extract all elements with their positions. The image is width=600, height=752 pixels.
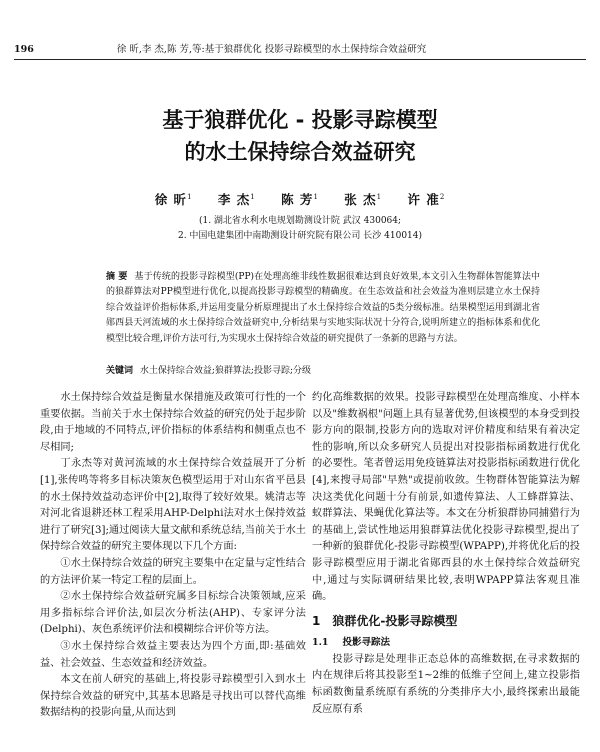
paper-title [60,104,540,168]
paragraph: 水土保持综合效益是衡量水保措施及政策可行性的一个重要依据。当前关于水土保持综合效益的研究仍处于起步阶段,由于地域的不同特点,评价指标的体系结构和侧重点也不尽相同; [40,392,306,453]
section-title: 狼群优化-投影寻踪模型 [332,613,458,628]
author: 张 杰$^1$ [344,192,383,207]
subsection-number: 1.1 [312,636,329,648]
paragraph: 丁永杰等对黄河流域的水土保持综合效益展开了分析[1],张传鸣等将多目标决策灰色模型运用于对山东省平邑县的水土保持效益动态评价中[2],取得了较好效果。姚清志等对河北省退耕还林工程采用AHP-Delphi法对水土保持效益进行了研究[3];通过阅读大量文献和系统总结,当前关于水土保持综合效益的研究主要体现以下几个方面: [40,458,306,553]
subsection-title: 投影寻踪法 [342,636,391,648]
abstract-label: 摘 要 [106,272,128,282]
author: 许 准$^2$ [407,192,446,207]
keywords [106,364,540,379]
author: 陈 芳$^1$ [281,192,319,207]
page-number: 196 [14,44,34,55]
section-heading [312,610,580,632]
paragraph: 投影寻踪是处理非正态总体的高维数据,在寻求数据的内在规律后将其投影至1~2维的低维子空间上,建立投影指标函数衡量系统原有系统的分类排序大小,最终探索出最能反应原有系 [312,653,580,715]
abstract [106,270,540,347]
title-line-2: 的水土保持综合效益研究 [184,140,416,164]
paragraph: ①水土保持综合效益的研究主要集中在定量与定性结合的方法评价某一特定工程的层面上。 [40,557,306,586]
header-rule [14,59,586,60]
keywords-text: 水土保持综合效益;狼群算法;投影寻踪;分级 [139,366,311,376]
author: 李 杰$^1$ [217,192,256,207]
affiliations [60,214,540,244]
subsection-heading [312,634,580,652]
affiliation-1: (1. 湖北省水利水电规划勘测设计院 武汉 430064; [198,216,402,226]
section-number: 1 [312,613,321,628]
running-title: 徐 昕,李 杰,陈 芳,等:基于狼群优化 投影寻踪模型的水土保持综合效益研究 [116,44,427,55]
paragraph: 约化高维数据的效果。投影寻踪模型在处理高维度、小样本以及"维数祸根"问题上具有显著优势,但该模型的本身受到投影方向的限制,投影方向的选取对评价精度和结果有着决定性的影响,所以众多研究人员提出对投影指标函数进行优化的必要性。笔者曾运用免疫链算法对投影指标函数进行优化[4],来搜寻局部"早熟"或提前收敛。生物群体智能算法为解决这类优化问题十分有前景,如遗传算法、人工蜂群算法、蚁群算法、果蝇优化算法等。本文在分析狼群协同捕猎行为的基础上,尝试性地运用狼群算法优化投影寻踪模型,提出了一种新的狼群优化-投影寻踪模型(WPAPP),并将优化后的投影寻踪模型应用于湖北省郧西县的水土保持综合效益研究中,通过与实际调研结果比较,表明WPAPP算法客观且准确。 [312,392,580,603]
abstract-text: 基于传统的投影寻踪模型(PP)在处理高维非线性数据很难达到良好效果,本文引入生物群体智能算法中的狼群算法对PP模型进行优化,以提高投影寻踪模型的精确度。在生态效益和社会效益为准则层建立水土保持综合效益评价指标体系,并运用变量分析原理提出了水土保持综合效益的5类分级标准。结果模型运用到湖北省郧西县天河流域的水土保持综合效益研究中,分析结果与实地实际状况十分符合,说明所建立的指标体系和优化模型比较合理,评价方法可行,为实现水土保持综合效益的研究提供了一条新的思路与方法。 [106,272,540,344]
affiliation-2: 2. 中国电建集团中南勘测设计研究院有限公司 长沙 410014) [177,231,423,241]
paragraph: ③水土保持综合效益主要表达为四个方面,即:基础效益、社会效益、生态效益和经济效益。 [40,640,306,669]
author-list [60,190,540,208]
left-column [40,390,306,752]
paragraph: ②水土保持综合效益研究属多目标综合决策领域,应采用多指标综合评价法,如层次分析法(AHP)、专家评分法(Delphi)、灰色系统评价法和模糊综合评价等方法。 [40,591,306,636]
running-header [14,42,586,58]
right-column [312,390,580,752]
author: 徐 昕$^1$ [154,192,193,207]
keywords-label: 关键词 [106,366,134,376]
paragraph: 本文在前人研究的基础上,将投影寻踪模型引入到水土保持综合效益的研究中,其基本思路是寻找出可以替代高维数据结构的投影向量,从而达到 [40,674,306,719]
title-line-1: 基于狼群优化 - 投影寻踪模型 [162,108,438,132]
